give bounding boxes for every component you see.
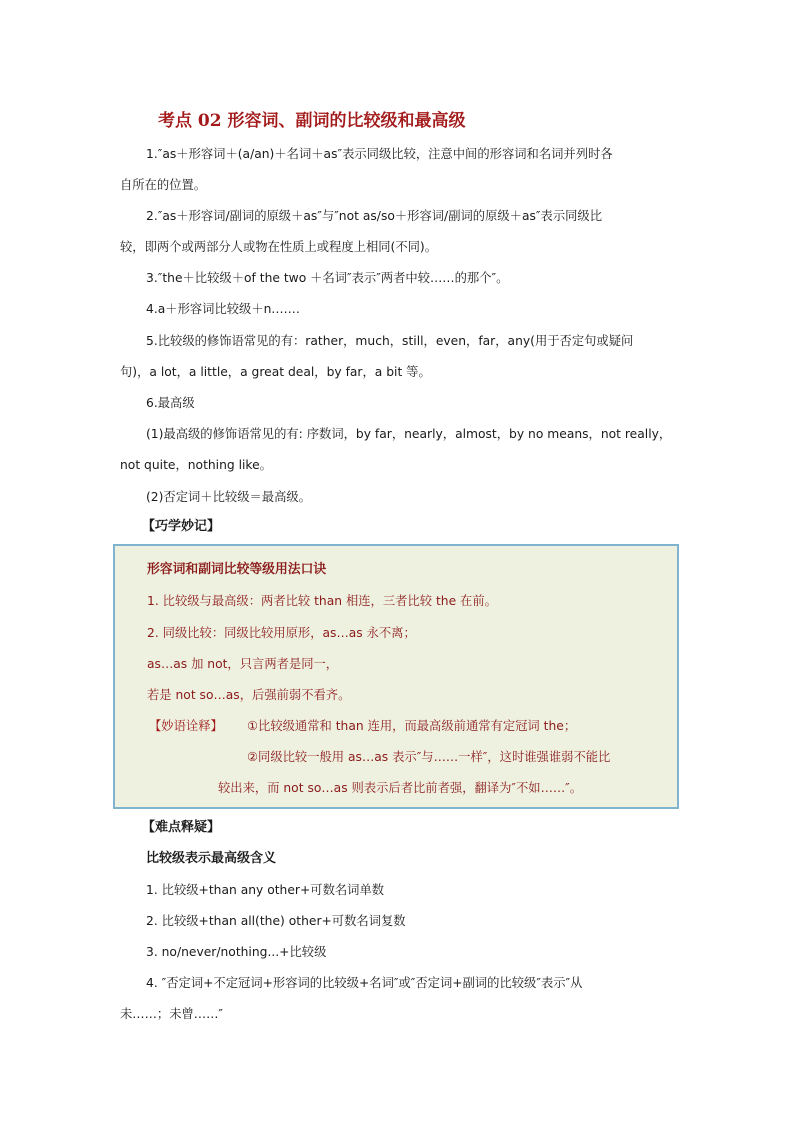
rule-6-2: (2)否定词＋比较级＝最高级。 — [146, 490, 311, 504]
difficulty-heading: 比较级表示最高级含义 — [146, 851, 277, 866]
memory-section-label: 【巧学妙记】 — [142, 519, 221, 534]
memory-line-4: 若是 not so…as，后强前弱不看齐。 — [147, 688, 351, 702]
explanation-label: 【妙语诠释】 — [149, 719, 223, 733]
memory-item-1: 1. 比较级与最高级：两者比较 than 相连，三者比较 the 在前。 — [147, 594, 497, 608]
rule-5-line-1: 5.比较级的修饰语常见的有：rather，much，still，even，far，any(用于否定句或疑问 — [146, 334, 634, 348]
memory-box-heading: 形容词和副词比较等级用法口诀 — [147, 562, 327, 577]
rule-6-1-line-1: (1)最高级的修饰语常见的有: 序数词，by far，nearly，almost，by no means，not really， — [146, 427, 672, 441]
memory-line-3: as…as 加 not，只言两者是同一， — [147, 657, 339, 671]
rule-6: 6.最高级 — [146, 396, 195, 410]
difficulty-item-1: 1. 比较级+than any other+可数名词单数 — [146, 883, 385, 897]
explanation-2: ②同级比较一般用 as…as 表示″与……一样″，这时谁强谁弱不能比 — [247, 750, 611, 764]
difficulty-section-label: 【难点释疑】 — [142, 820, 221, 835]
difficulty-item-3: 3. no/never/nothing...+比较级 — [146, 945, 327, 959]
rule-1-line-2: 自所在的位置。 — [120, 178, 207, 192]
difficulty-item-2: 2. 比较级+than all(the) other+可数名词复数 — [146, 914, 406, 928]
rule-3: 3.″the＋比较级＋of the two ＋名词″表示″两者中较……的那个″。 — [146, 271, 509, 285]
rule-1-line-1: 1.″as＋形容词＋(a/an)＋名词＋as″表示同级比较，注意中间的形容词和名词并列时各 — [146, 147, 613, 161]
rule-2-line-2: 较，即两个或两部分人或物在性质上或程度上相同(不同)。 — [120, 240, 438, 254]
page-title: 考点 02 形容词、副词的比较级和最高级 — [158, 111, 466, 131]
memory-box — [113, 544, 679, 809]
memory-item-2: 2. 同级比较：同级比较用原形，as…as 永不离； — [147, 626, 416, 640]
difficulty-item-4-line-2: 未……；未曾……″ — [120, 1007, 223, 1021]
explanation-1: ①比较级通常和 than 连用，而最高级前通常有定冠词 the； — [247, 719, 577, 733]
explanation-3: 较出来，而 not so…as 则表示后者比前者强，翻译为″不如……″。 — [218, 781, 583, 795]
difficulty-item-4-line-1: 4. ″否定词+不定冠词+形容词的比较级+名词″或″否定词+副词的比较级″表示″从 — [146, 976, 583, 990]
rule-5-line-2: 句)，a lot，a little，a great deal，by far，a bit 等。 — [120, 365, 431, 379]
rule-6-1-line-2: not quite，nothing like。 — [120, 458, 272, 472]
rule-4: 4.a＋形容词比较级＋n.…… — [146, 302, 300, 316]
rule-2-line-1: 2.″as＋形容词/副词的原级＋as″与″not as/so＋形容词/副词的原级＋as″表示同级比 — [146, 209, 603, 223]
